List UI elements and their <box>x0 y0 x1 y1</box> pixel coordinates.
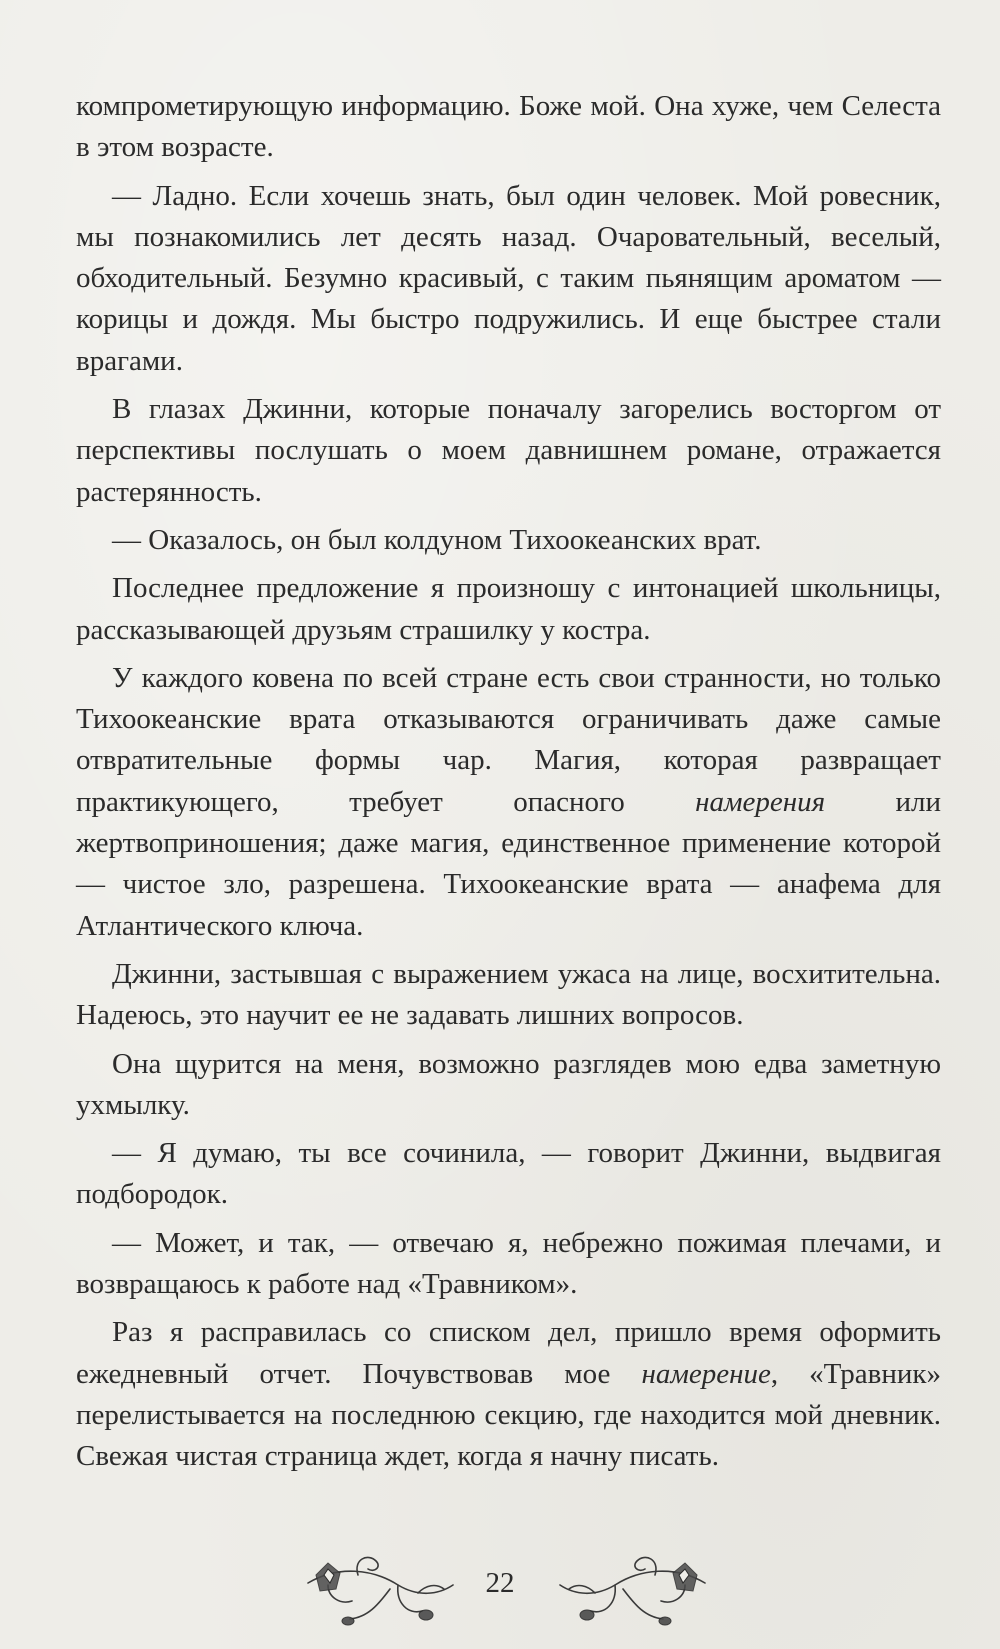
paragraph-11-after: , «Травник» перелистывается на последнюю секцию, где находится мой дневник. Свежая чистая страница ждет, когда я начну писать. <box>76 1357 941 1473</box>
paragraph-1: компрометирующую информацию. Боже мой. Она хуже, чем Селеста в этом возрасте. <box>76 90 941 164</box>
paragraph-3: В глазах Джинни, которые поначалу загорелись восторгом от перспективы послушать о моем давнишнем романе, отражается растерянность. <box>76 393 941 508</box>
floral-ornament-right-icon <box>555 1545 715 1631</box>
paragraph-6-after: или жертвоприношения; даже магия, единственное применение которой — чистое зло, разрешена. Тихоокеанские врата — анафема для Атлантического ключа. <box>76 785 941 942</box>
paragraph-9: — Я думаю, ты все сочинила, — говорит Джинни, выдвигая подбородок. <box>76 1137 941 1211</box>
paragraph-7: Джинни, застывшая с выражением ужаса на лице, восхитительна. Надеюсь, это научит ее не задавать лишних вопросов. <box>76 957 941 1032</box>
page-footer <box>0 1545 1000 1635</box>
paragraph-4: — Оказалось, он был колдуном Тихоокеанских врат. <box>112 523 762 556</box>
paragraph-11 <box>76 1312 941 1477</box>
paragraph-6 <box>76 658 941 947</box>
paragraph-6-emphasis: намерения <box>695 785 826 818</box>
paragraph-11-before: Раз я расправилась со списком дел, пришло время оформить ежедневный отчет. Почувствовав мое <box>76 1316 941 1390</box>
paragraph-2: — Ладно. Если хочешь знать, был один человек. Мой ровесник, мы познакомились лет десять назад. Очаровательный, веселый, обходительный. Безумно красивый, с таким пьянящим ароматом — корицы и дождя. Мы быстро подружились. И еще быстрее стали врагами. <box>76 179 941 377</box>
paragraph-10: — Может, и так, — отвечаю я, небрежно пожимая плечами, и возвращаюсь к работе над «Травником». <box>76 1226 941 1301</box>
paragraph-5: Последнее предложение я произношу с интонацией школьницы, рассказывающей друзьям страшилку у костра. <box>76 572 941 646</box>
floral-ornament-left-icon <box>298 1545 458 1631</box>
paragraph-6-before: У каждого ковена по всей стране есть свои странности, но только Тихоокеанские врата отказываются ограничивать даже самые отвратительные формы чар. Магия, которая развращает практикующего, требует опасного <box>76 661 941 818</box>
page-number: 22 <box>485 1567 515 1599</box>
paragraph-11-emphasis: намерение <box>641 1357 771 1390</box>
body-text <box>76 86 941 1485</box>
paragraph-8: Она щурится на меня, возможно разглядев мою едва заметную ухмылку. <box>76 1047 941 1121</box>
